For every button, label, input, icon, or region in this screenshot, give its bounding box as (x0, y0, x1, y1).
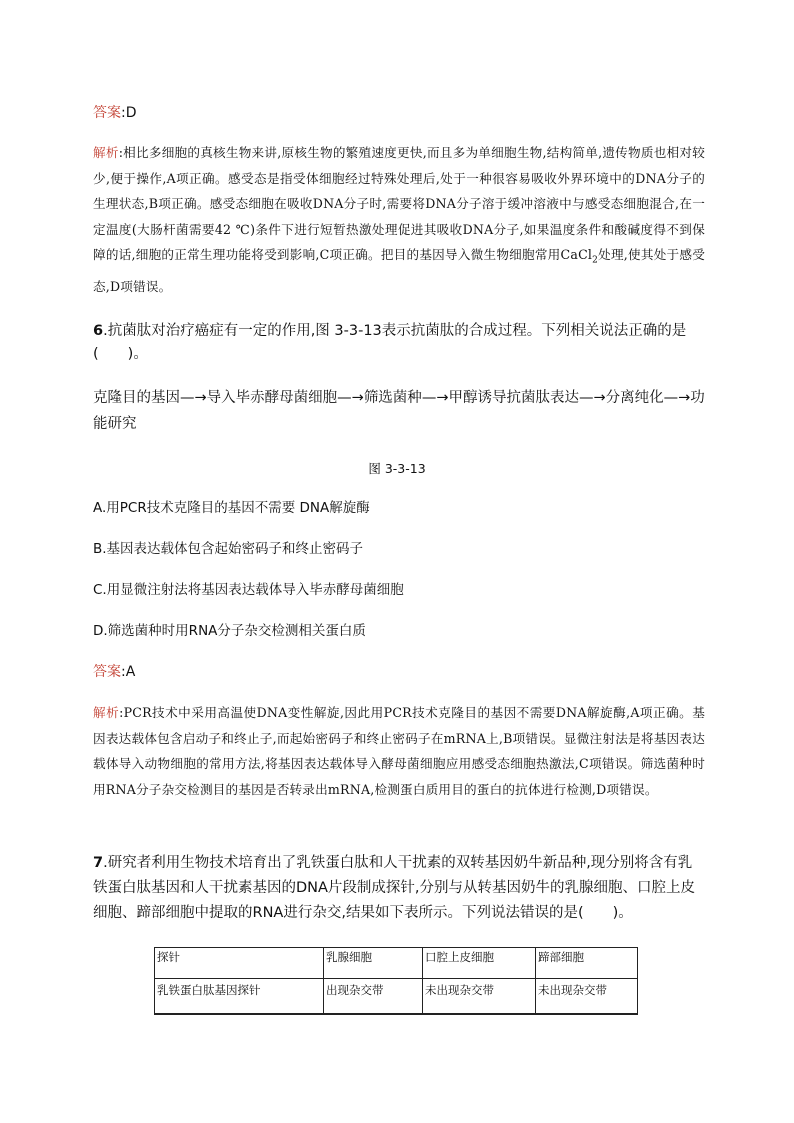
flow-step: 筛选菌种 (363, 390, 422, 406)
flow-arrow: —→ (180, 390, 207, 406)
table-header-cell: 蹄部细胞 (536, 948, 638, 979)
table-cell: 乳铁蛋白肽基因探针 (155, 979, 324, 1015)
q6-stem (93, 320, 705, 366)
table-header-cell: 探针 (155, 948, 324, 979)
question-text: .研究者利用生物技术培育出了乳铁蛋白肽和人干扰素的双转基因奶牛新品种,现分别将含有乳铁蛋白肽基因和人干扰素基因的DNA片段制成探针,分别与从转基因奶牛的乳腺细胞、口腔上皮细胞、蹄部细胞中提取的RNA进行杂交,结果如下表所示。下列说法错误的是( )。 (93, 855, 696, 921)
flow-step: 甲醇诱导抗菌肽表达 (448, 390, 579, 406)
table-cell: 未出现杂交带 (423, 979, 536, 1015)
explanation-text: :相比多细胞的真核生物来讲,原核生物的繁殖速度更快,而且多为单细胞生物,结构简单,遗传物质也相对较少,便于操作,A项正确。感受态是指受体细胞经过特殊处理后,处于一种很容易吸收外界环境中的DNA分子的生理状态,B项正确。感受态细胞在吸收DNA分子时,需要将DNA分子溶于缓冲溶液中与感受态细胞混合,在一定温度(大肠杆菌需要42 ℃)条件下进行短暂热激处理促进其吸收DNA分子,如果温度条件和酸碱度得不到保障的话,细胞的正常生理功能将受到影响,C项正确。把目的基因导入微生物细胞常用 (93, 145, 705, 262)
answer-value: :D (121, 105, 137, 121)
table-header-cell: 乳腺细胞 (324, 948, 423, 979)
flow-diagram (93, 385, 705, 437)
answer-value: :A (121, 664, 136, 680)
option-a: A.用PCR技术克隆目的基因不需要 DNA解旋酶 (93, 500, 370, 516)
results-table (154, 947, 638, 1015)
flow-step: 功能研究 (93, 390, 705, 432)
option-b: B.基因表达载体包含起始密码子和终止密码子 (93, 541, 364, 557)
q5-answer (93, 103, 705, 123)
table-cell: 出现杂交带 (324, 979, 423, 1015)
table-row (155, 979, 638, 1015)
question-number: 6 (93, 323, 104, 339)
flow-step: 克隆目的基因 (93, 390, 180, 406)
explanation-label: 解析 (93, 705, 120, 720)
q6-answer (93, 662, 705, 682)
option-c: C.用显微注射法将基因表达载体导入毕赤酵母菌细胞 (93, 582, 404, 598)
answer-label: 答案 (93, 664, 121, 680)
explanation-text: :PCR技术中采用高温使DNA变性解旋,因此用PCR技术克隆目的基因不需要DNA解旋酶,A项正确。基因表达载体包含启动子和终止子,而起始密码子和终止密码子在mRNA上,B项错误。显微注射法是将基因表达载体导入动物细胞的常用方法,将基因表达载体导入酵母菌细胞应用感受态细胞热激法,C项错误。筛选菌种时用RNA分子杂交检测目的基因是否转录出mRNA,检测蛋白质用目的蛋白的抗体进行检测,D项错误。 (93, 705, 705, 797)
explanation-tail: 处理,使其处于感受态,D项错误。 (93, 247, 705, 295)
q6-explanation (93, 700, 705, 802)
flow-arrow: —→ (421, 390, 449, 406)
flow-arrow: —→ (663, 390, 691, 406)
question-text: .抗菌肽对治疗癌症有一定的作用,图 3-3-13表示抗菌肽的合成过程。下列相关说法正确的是( )。 (93, 323, 687, 362)
answer-label: 答案 (93, 105, 121, 121)
chem-subscript: 2 (592, 255, 599, 266)
flow-arrow: —→ (578, 390, 606, 406)
question-number: 7 (93, 855, 104, 871)
flow-step: 分离纯化 (605, 390, 664, 406)
flow-step: 导入毕赤酵母菌细胞 (206, 390, 338, 406)
q5-explanation (93, 140, 705, 300)
chem-formula: CaCl (560, 247, 593, 262)
q7-stem (93, 851, 705, 926)
explanation-label: 解析 (93, 145, 119, 160)
flow-arrow: —→ (337, 390, 364, 406)
option-d: D.筛选菌种时用RNA分子杂交检测相关蛋白质 (93, 623, 366, 639)
table-header-cell: 口腔上皮细胞 (423, 948, 536, 979)
figure-caption: 图 3-3-13 (368, 461, 426, 476)
table-header-row (155, 948, 638, 979)
table-cell: 未出现杂交带 (536, 979, 638, 1015)
